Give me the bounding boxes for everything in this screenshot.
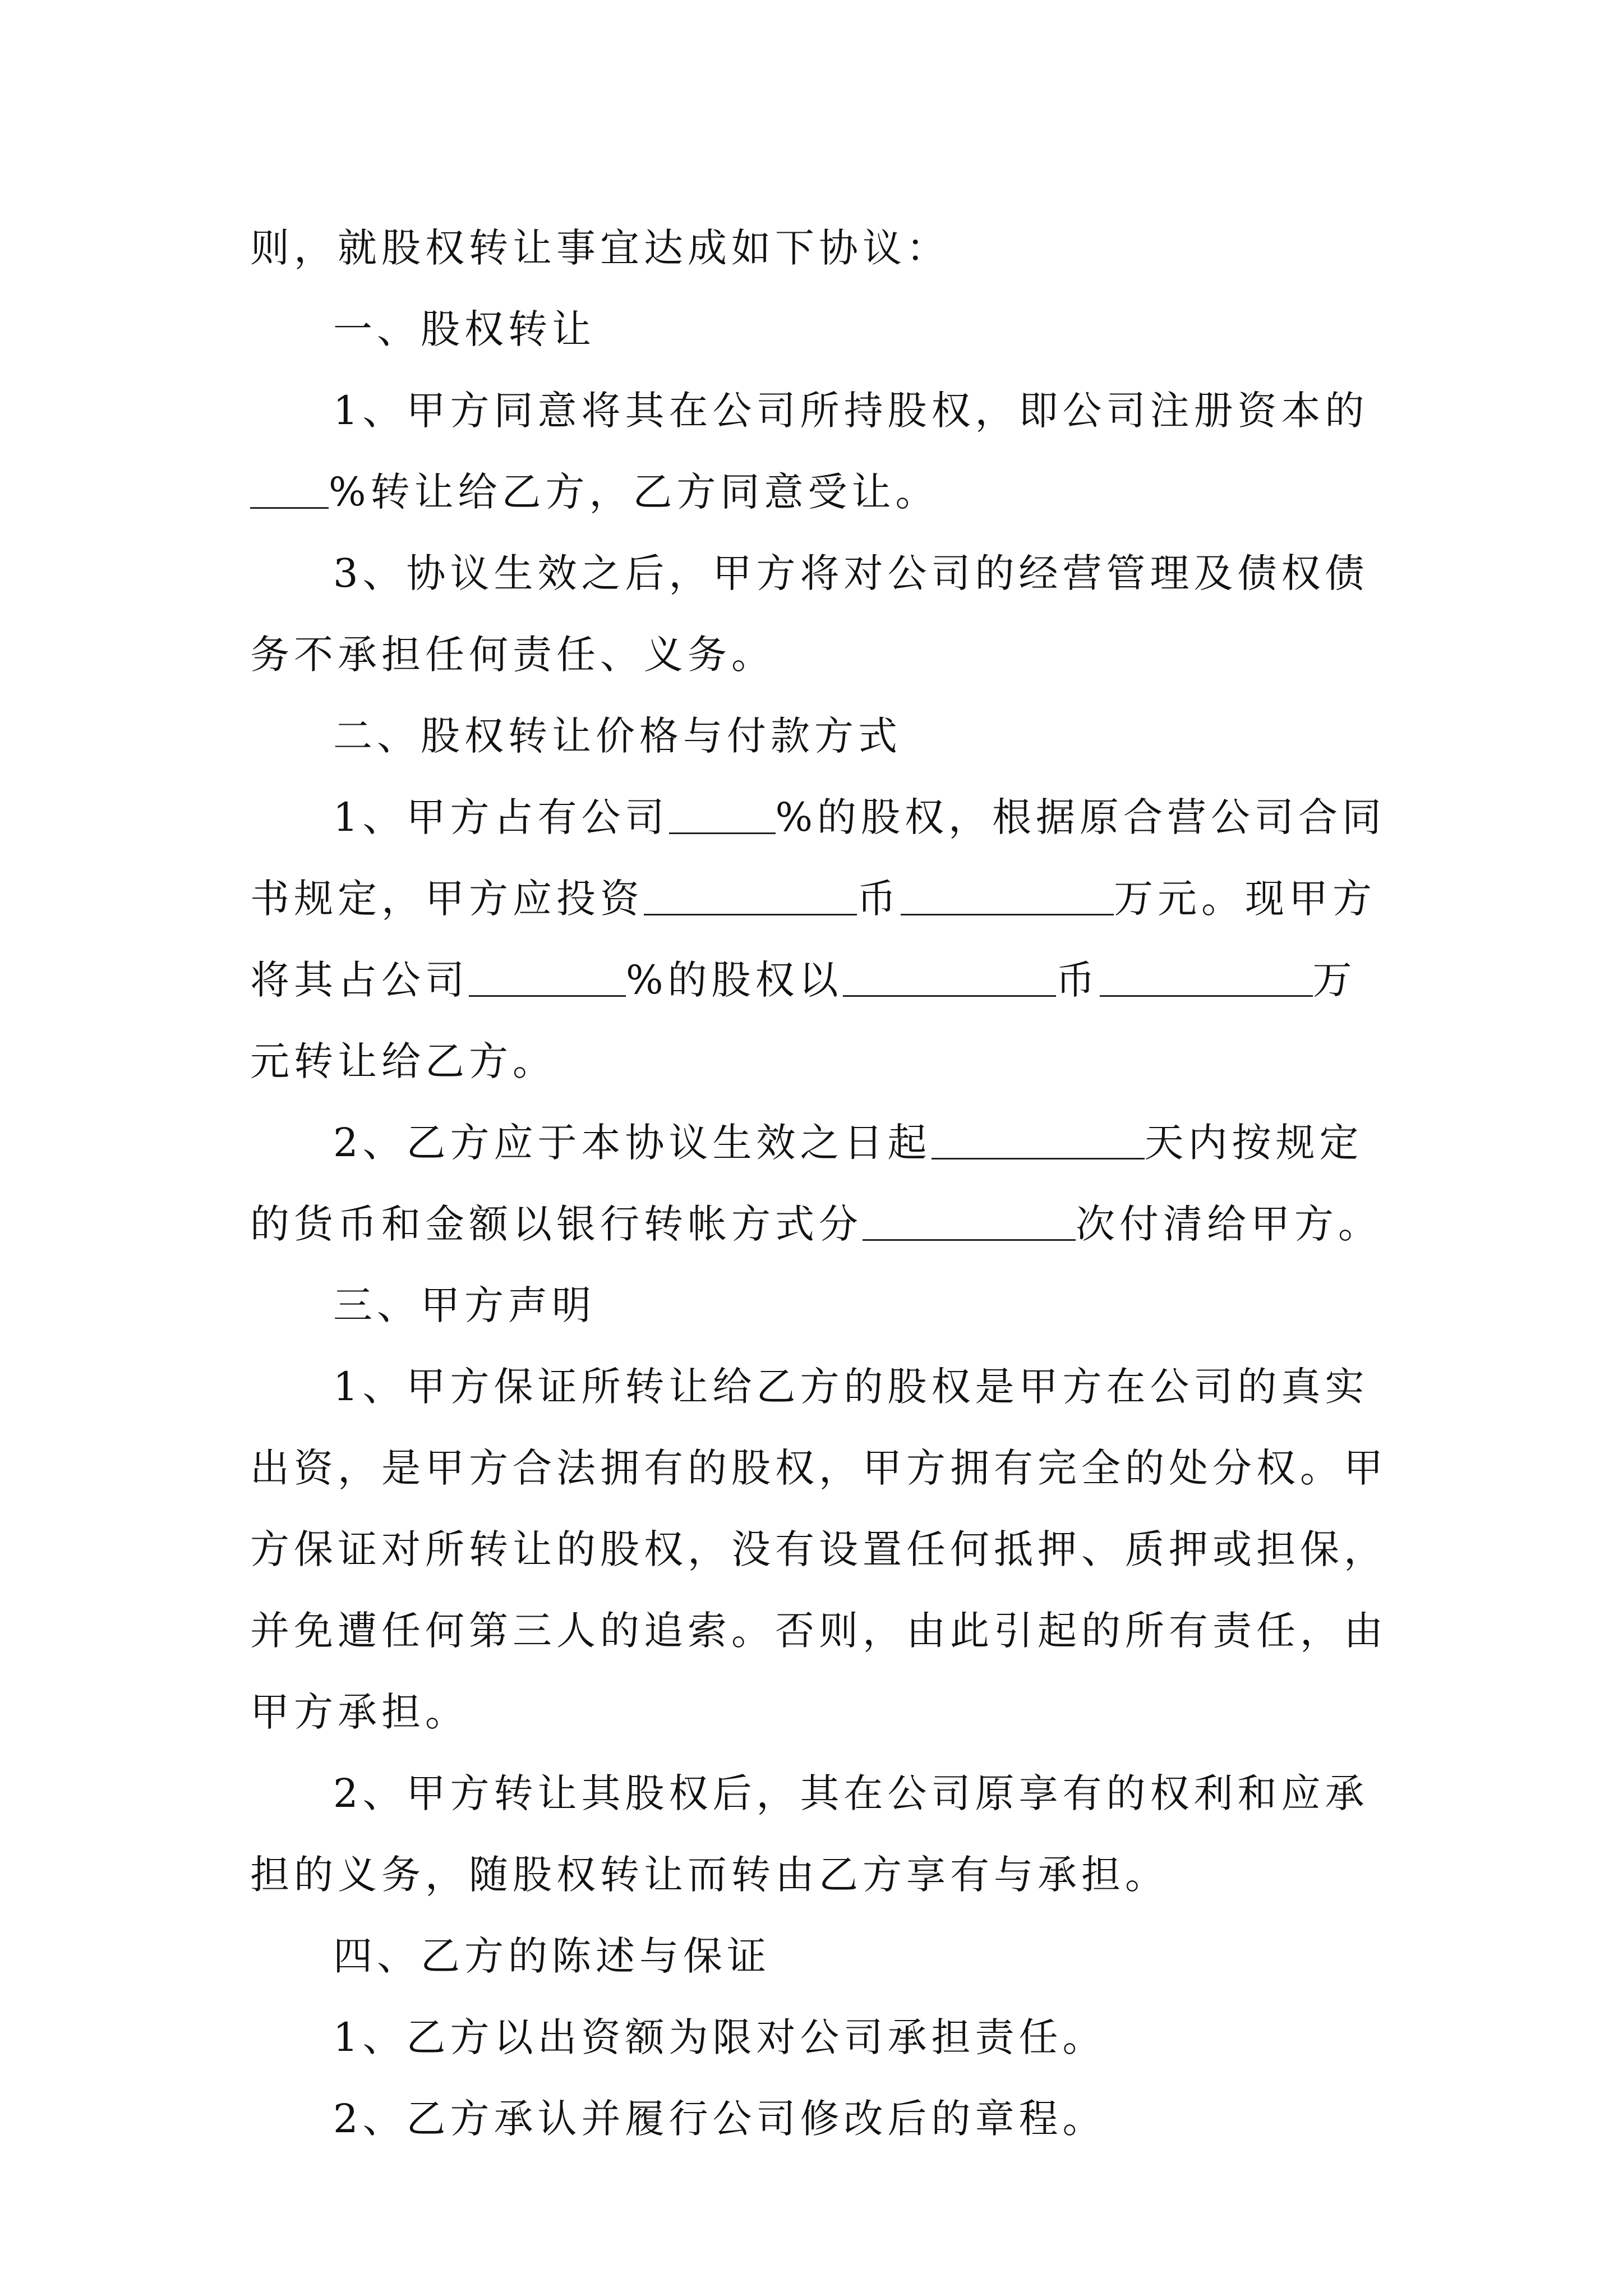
blank-field[interactable] (932, 1125, 1145, 1159)
clause-text: 2、乙方应于本协议生效之日起 (333, 1120, 932, 1166)
blank-field[interactable] (863, 1207, 1076, 1241)
blank-field[interactable] (843, 963, 1056, 997)
clause-text: 万元。现甲方将其占公司 (250, 876, 1376, 1003)
clause-1-3: 3、协议生效之后，甲方将对公司的经营管理及债权债务不承担任何责任、义务。 (250, 550, 1369, 678)
blank-field[interactable] (669, 800, 776, 834)
clause-text: 天内按规定的货币和金额以银行转帐方式分 (250, 1120, 1363, 1247)
clause-text: %的股权，根据原合营公司合同书规定，甲方应投资 (250, 794, 1386, 922)
blank-field[interactable] (250, 475, 329, 509)
clause-text: 币 (1055, 957, 1100, 1003)
section-heading-3: 三、甲方声明 (333, 1282, 596, 1328)
clause-3-1: 1、甲方保证所转让给乙方的股权是甲方在公司的真实出资，是甲方合法拥有的股权，甲方拥有完全的处分权。甲方保证对所转让的股权，没有设置任何抵押、质押或担保，并免遭任何第三人的追索。否则，由此引起的所有责任，由甲方承担。 (250, 1364, 1387, 1735)
clause-text: 币 (857, 876, 901, 922)
clause-2-2 (250, 1102, 1394, 1265)
clause-1-1 (250, 370, 1394, 533)
clause-text: %的股权以 (626, 957, 843, 1003)
clause-text: 次付清给甲方。 (1076, 1201, 1382, 1247)
blank-field[interactable] (469, 963, 626, 997)
section-heading-1: 一、股权转让 (333, 306, 596, 352)
document-body (250, 208, 1394, 2160)
blank-field[interactable] (644, 881, 857, 915)
clause-text: 1、甲方同意将其在公司所持股权，即公司注册资本的 (333, 388, 1369, 434)
section-heading-4: 四、乙方的陈述与保证 (333, 1933, 771, 1979)
clause-4-1: 1、乙方以出资额为限对公司承担责任。 (333, 2014, 1106, 2060)
blank-field[interactable] (901, 881, 1114, 915)
clause-4-2: 2、乙方承认并履行公司修改后的章程。 (333, 2096, 1106, 2142)
clause-text: 1、甲方占有公司 (333, 794, 669, 840)
clause-text: %转让给乙方，乙方同意受让。 (329, 469, 939, 515)
clause-text: 万元转让给乙方。 (250, 957, 1357, 1084)
clause-2-1 (250, 777, 1394, 1102)
intro-paragraph: 则，就股权转让事宜达成如下协议： (250, 225, 950, 271)
blank-field[interactable] (1100, 963, 1313, 997)
clause-3-2: 2、甲方转让其股权后，其在公司原享有的权利和应承担的义务，随股权转让而转由乙方享有与承担。 (250, 1770, 1369, 1898)
section-heading-2: 二、股权转让价格与付款方式 (333, 713, 902, 759)
